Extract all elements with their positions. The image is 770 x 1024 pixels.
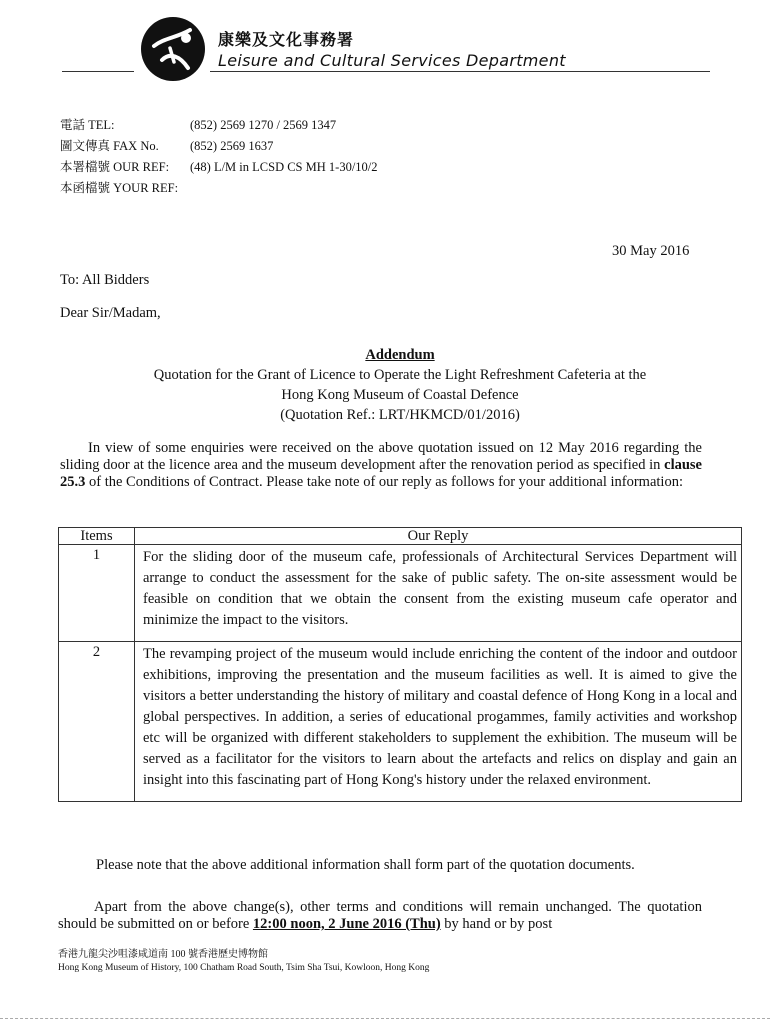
column-header-items: Items [59, 528, 135, 545]
addendum-title: Addendum [365, 347, 435, 363]
letter-heading [120, 345, 680, 425]
clause-reference: clause 25.3 [60, 457, 702, 490]
department-name-en: Leisure and Cultural Services Department [218, 51, 566, 70]
heading-line: Quotation for the Grant of Licence to Operate the Light Refreshment Cafeteria at the [153, 367, 647, 383]
contact-label: 電話 TEL: [60, 118, 115, 132]
header-rule [62, 71, 134, 72]
recipient: To: All Bidders [60, 272, 150, 288]
note-paragraph: Please note that the above additional information shall form part of the quotation documents. [96, 857, 635, 873]
item-number: 2 [59, 642, 135, 802]
contact-label: 本署檔號 OUR REF: [60, 160, 170, 174]
table-row [59, 545, 742, 642]
salutation: Dear Sir/Madam, [60, 305, 161, 321]
column-header-reply: Our Reply [135, 528, 742, 545]
reply-table [58, 527, 742, 802]
closing-text: by hand or by post [440, 916, 553, 932]
intro-text: In view of some enquiries were received on the above quotation issued on 12 May 2016 regarding the sliding door at the licence area and the museum development after the renovation period as specified in [60, 440, 702, 473]
contact-label: 圖文傳真 FAX No. [60, 139, 159, 153]
contact-row-fax [60, 136, 378, 157]
footer-address-zh: 香港九龍尖沙咀漆咸道南 100 號香港歷史博物館 [58, 949, 268, 960]
contact-value: (852) 2569 1270 / 2569 1347 [190, 118, 337, 132]
header-rule [210, 71, 710, 72]
submission-deadline: 12:00 noon, 2 June 2016 (Thu) [252, 916, 441, 932]
intro-text: of the Conditions of Contract. Please take note of our reply as follows for your additional information: [85, 474, 683, 490]
reply-text: The revamping project of the museum would include enriching the content of the indoor and outdoor exhibitions, improving the presentation and the museum facilities as well. It is aimed to give the visitors a better understanding the history of military and coastal defence of Hong Kong in a local and global perspectives. In addition, a series of educational progammes, family activities and workshop etc will be organized with different stakeholders to supplement the exhibition. The museum will be served as a facilitator for the visitors to learn about the artefacts and relics on display and gain an insight into this fascinating part of Hong Kong's history under the relaxed environment. [135, 642, 742, 802]
contact-row-our-ref [60, 157, 378, 178]
contact-value: (852) 2569 1637 [190, 139, 274, 153]
footer-address-en: Hong Kong Museum of History, 100 Chatham Road South, Tsim Sha Tsui, Kowloon, Hong Kong [58, 963, 430, 973]
contact-block [60, 115, 378, 199]
department-name-zh: 康樂及文化事務署 [218, 32, 355, 49]
reply-text: For the sliding door of the museum cafe, professionals of Architectural Services Department will arrange to conduct the assessment for the sake of public safety. The on-site assessment would be feasible on condition that we obtain the consent from the existing museum cafe operator and minimize the impact to the visitors. [135, 545, 742, 642]
intro-paragraph [60, 440, 702, 491]
footer-rule [0, 1018, 770, 1019]
heading-line: Hong Kong Museum of Coastal Defence [281, 387, 519, 403]
table-header-row [59, 528, 742, 545]
contact-row-your-ref [60, 178, 378, 199]
closing-text: Apart from the above change(s), other terms and conditions will remain unchanged. The quotation should be submitted on or before [58, 899, 702, 932]
table-row [59, 642, 742, 802]
lcsd-logo [140, 16, 206, 82]
contact-label: 本函檔號 YOUR REF: [60, 181, 179, 195]
letter-date: 30 May 2016 [612, 243, 690, 259]
contact-value: (48) L/M in LCSD CS MH 1-30/10/2 [190, 160, 378, 174]
item-number: 1 [59, 545, 135, 642]
closing-paragraph [58, 899, 702, 933]
contact-row-tel [60, 115, 378, 136]
quotation-ref: (Quotation Ref.: LRT/HKMCD/01/2016) [280, 407, 520, 423]
